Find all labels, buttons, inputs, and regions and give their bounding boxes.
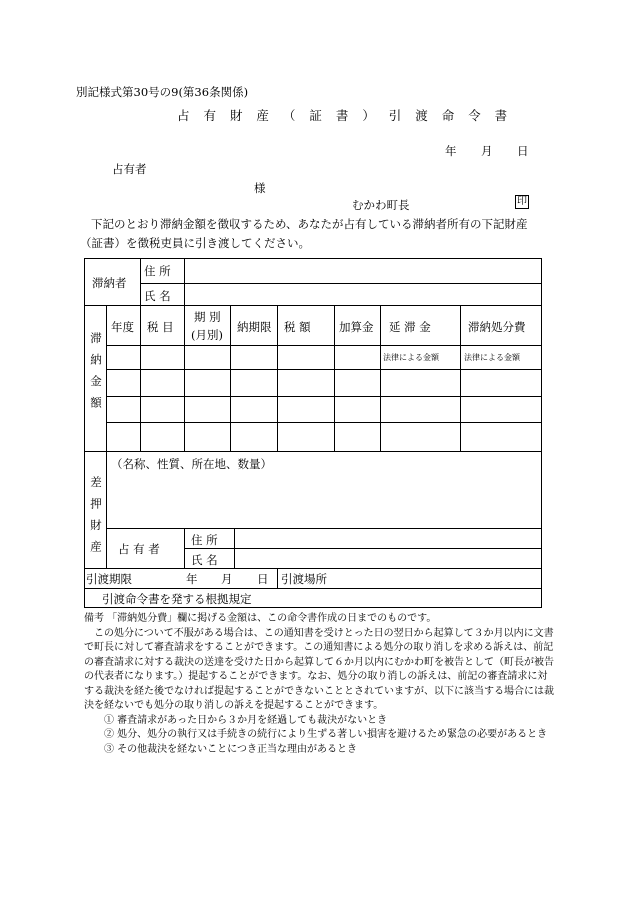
col-period-line2: (月別) (191, 328, 223, 342)
honorific: 様 (254, 181, 266, 195)
holder-label: 占 有 者 (118, 542, 160, 556)
date-month-label: 月 (481, 144, 493, 158)
deadline-year-label: 年 (186, 572, 198, 586)
appeal-condition-3: ③ その他裁決を経ないことにつき正当な理由があるとき (104, 743, 357, 755)
delinquent-address-label: 住 所 (144, 264, 171, 278)
appeal-condition-1: ① 審査請求があった日から３か月を経過しても裁決がないとき (104, 714, 388, 726)
holder-name-label: 氏 名 (191, 553, 218, 567)
deadline-label: 引渡期限 (86, 572, 132, 586)
appeal-notice: この処分について不服がある場合は、この通知書を受けとった日の翌日から起算して３か月以内に文書で町長に対して審査請求をすることができます。この通知書による処分の取り消しを求める訴えは、前記の審査請求に対する裁決の送達を受けた日から起算して６か月以内にむかわ町を被告として（町長が被告の代表者になります。）提起することができます。なお、処分の取り消しの訴えは、前記の審査請求に対する裁決を経た後でなければ提起することができないこととされていますが、以下に該当する場合には裁決を経ないでも処分の取り消しの訴えを提起することができます。 (84, 627, 554, 711)
holder-address-label: 住 所 (191, 533, 218, 547)
delinquent-name-label: 氏 名 (144, 289, 171, 303)
recipient-label: 占有者 (112, 162, 147, 176)
legal-amount-note: 法律による金額 (464, 353, 520, 362)
property-description-hint: （名称、性質、所在地、数量） (111, 457, 272, 471)
seal-mark: 印 (517, 196, 527, 207)
document-title: 占 有 財 産 （ 証 書 ） 引 渡 命 令 書 (177, 108, 513, 123)
amount-section-label: 滞納金額 (89, 332, 103, 418)
col-tax-amount: 税 額 (284, 320, 311, 334)
delinquent-label: 滞納者 (92, 276, 127, 290)
legal-amount-note: 法律による金額 (383, 353, 439, 362)
deadline-month-label: 月 (221, 572, 233, 586)
issuer-name: むかわ町長 (352, 198, 410, 212)
appeal-condition-2: ② 処分、処分の執行又は手続きの続行により生ずる著しい損害を避けるため緊急の必要があるとき (104, 729, 548, 740)
form-code: 別記様式第30号の9(第36条関係) (76, 85, 249, 99)
seized-property-label: 差押財産 (89, 476, 103, 562)
date-year-label: 年 (445, 144, 457, 158)
order-table (84, 258, 542, 607)
col-due-date: 納期限 (237, 320, 272, 334)
col-delinquency-charge: 延 滞 金 (389, 320, 431, 334)
legal-basis-label: 引渡命令書を発する根拠規定 (102, 592, 252, 606)
deadline-day-label: 日 (257, 572, 269, 586)
intro-text: 下記のとおり滞納金額を徴収するため、あなたが占有している滞納者所有の下記財産（証書）を徴税吏員に引き渡してください。 (80, 217, 528, 250)
col-surcharge: 加算金 (339, 320, 374, 334)
col-processing-fees: 滞納処分費 (468, 320, 526, 334)
col-period-line1: 期 別 (194, 310, 221, 324)
col-tax-item: 税 目 (147, 320, 174, 334)
delivery-place-label: 引渡場所 (281, 572, 327, 586)
remark-note: 備考 「滞納処分費」欄に掲げる金額は、この命令書作成の日までのものです。 (84, 613, 437, 624)
col-year: 年度 (111, 320, 134, 334)
date-day-label: 日 (517, 144, 529, 158)
notes (84, 612, 554, 757)
